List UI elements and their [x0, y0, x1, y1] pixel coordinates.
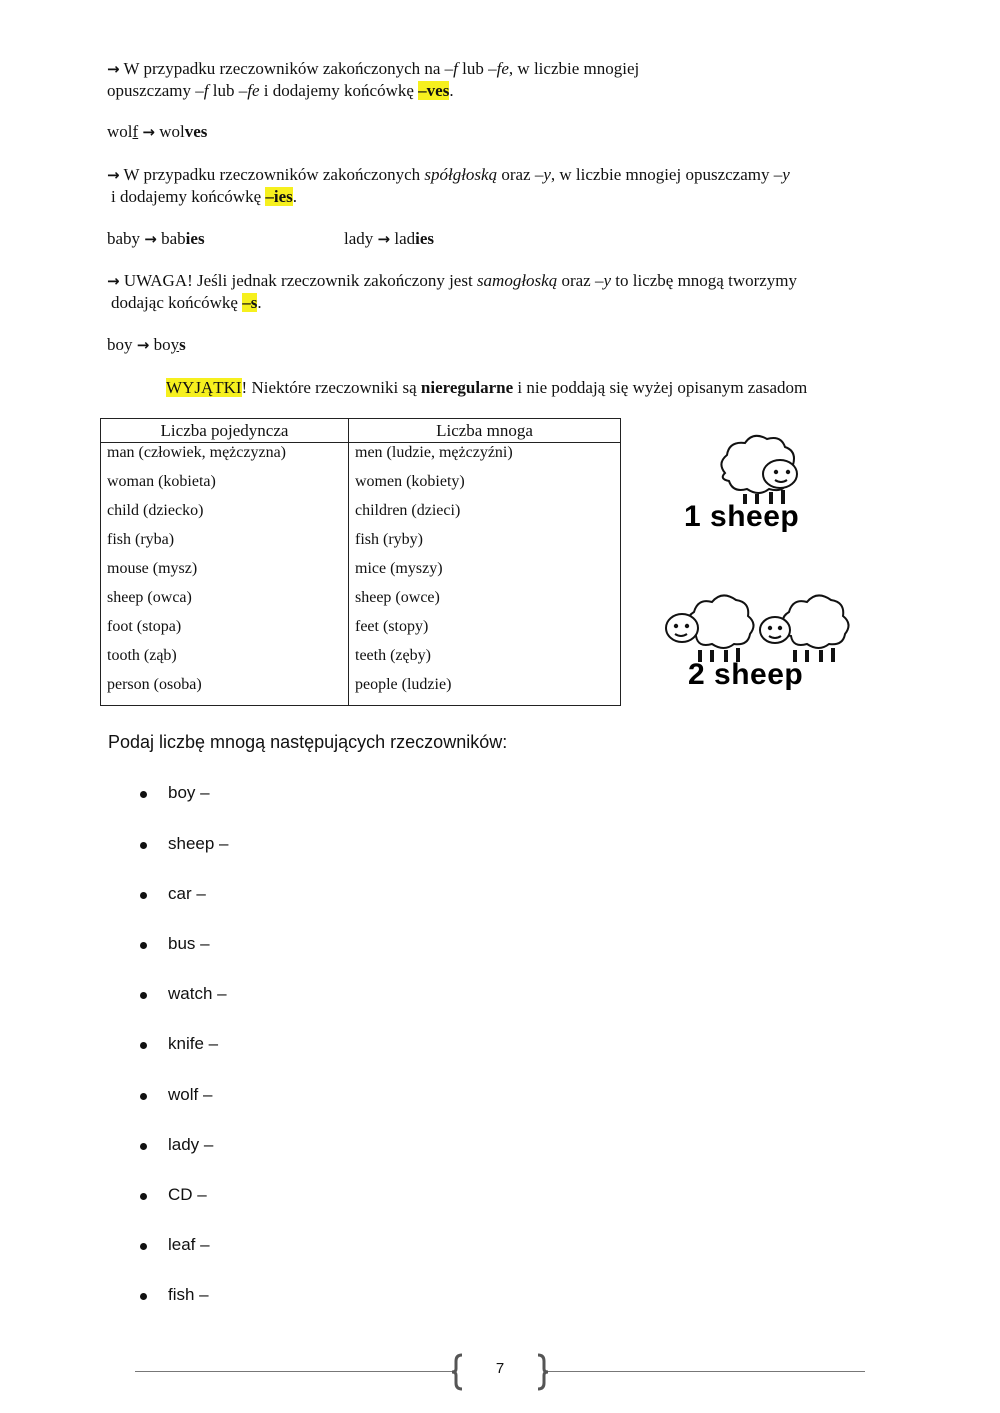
bullet-icon — [140, 842, 147, 849]
one-sheep-label: 1 sheep — [684, 500, 800, 533]
bullet-icon — [140, 791, 147, 798]
arrow-right-icon: → — [107, 60, 120, 78]
footer-rule-left — [135, 1371, 453, 1372]
arrow-right-icon: → — [136, 336, 150, 354]
sheep-icon — [755, 588, 855, 666]
bullet-icon — [140, 1143, 147, 1150]
page-number: 7 — [495, 1360, 505, 1377]
ending-highlight: –s — [242, 293, 258, 312]
left-brace-icon — [450, 1353, 466, 1391]
table-header-singular: Liczba pojedyncza — [101, 419, 349, 443]
ending-highlight: –ves — [418, 81, 450, 100]
bullet-icon — [140, 1193, 147, 1200]
arrow-right-icon: → — [377, 230, 391, 248]
example-wolf: wolf → wolves — [107, 122, 208, 141]
table-row: foot (stopa) feet (stopy) — [101, 617, 621, 646]
table-header-plural: Liczba mnoga — [349, 419, 621, 443]
table-row: child (dziecko) children (dzieci) — [101, 501, 621, 530]
table-row: sheep (owca) sheep (owce) — [101, 588, 621, 617]
sheep-icon — [660, 588, 765, 666]
example-boy: boy → boys — [107, 335, 186, 354]
arrow-right-icon: → — [107, 272, 120, 290]
bullet-icon — [140, 1042, 147, 1049]
exceptions-highlight: WYJĄTKI — [166, 378, 242, 397]
rule-s: → UWAGA! Jeśli jednak rzeczownik zakończony jest samogłoską oraz –y to liczbę mnogą tworzymy dodając końcówkę –s. — [107, 271, 798, 312]
irregular-nouns-table — [100, 418, 621, 706]
bullet-icon — [140, 1093, 147, 1100]
exercise-title: Podaj liczbę mnogą następujących rzeczowników: — [108, 732, 508, 752]
sheep-icon — [705, 428, 815, 508]
footer-rule-right — [547, 1371, 865, 1372]
table-row: mouse (mysz) mice (myszy) — [101, 559, 621, 588]
table-row: fish (ryba) fish (ryby) — [101, 530, 621, 559]
right-brace-icon — [534, 1353, 550, 1391]
bullet-icon — [140, 1293, 147, 1300]
rule-ies: → W przypadku rzeczowników zakończonych spółgłoską oraz –y, w liczbie mnogiej opuszczamy –y i dodajemy końcówkę –ies. — [107, 165, 790, 206]
bullet-icon — [140, 992, 147, 999]
rule-ves: → W przypadku rzeczowników zakończonych na –f lub –fe, w liczbie mnogiej opuszczamy –f lub –fe i dodajemy końcówkę –ves. — [107, 59, 640, 100]
bullet-icon — [140, 942, 147, 949]
arrow-right-icon: → — [142, 123, 155, 141]
arrow-right-icon: → — [144, 230, 157, 248]
bullet-icon — [140, 1243, 147, 1250]
two-sheep-label: 2 sheep — [688, 658, 804, 691]
bullet-icon — [140, 892, 147, 899]
exceptions-intro: WYJĄTKI! Niektóre rzeczowniki są nieregularne i nie poddają się wyżej opisanym zasadom — [166, 378, 808, 397]
table-row: man (człowiek, mężczyzna) men (ludzie, mężczyźni) — [101, 443, 621, 473]
example-baby: baby → babies — [107, 229, 205, 248]
table-row: person (osoba) people (ludzie) — [101, 675, 621, 706]
arrow-right-icon: → — [107, 166, 120, 184]
ending-highlight: –ies — [265, 187, 293, 206]
table-row: tooth (ząb) teeth (zęby) — [101, 646, 621, 675]
example-lady: lady → ladies — [344, 229, 435, 248]
table-row: woman (kobieta) women (kobiety) — [101, 472, 621, 501]
